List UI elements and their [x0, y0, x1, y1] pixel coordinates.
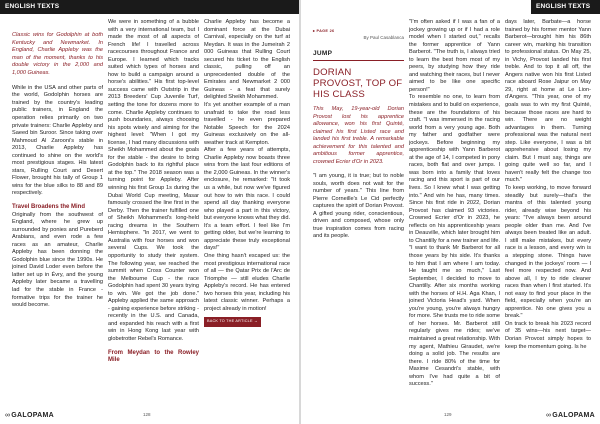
text-column-1	[12, 32, 103, 390]
paragraph: To resemble no one, to learn from mistakes and to build on experience, these are the foundations of his craft. "I was immersed in the racing world from a very young age. Both my father and godfather were jockeys. Before beginning my apprenticeship with Yann Barberot at the age of 14, I competed in pony races, both flat and over jumps. I was born into a family that loves racing and this sport is part of our lives. So I knew what I was getting into." And win he has, many times. Since his first ride in 2022, Dorian Provost has claimed 93 victories. Crowned Ecrier d'Or in 2023, he reflects on his apprenticeship years in Deauville, which later brought him to Chantilly for a new trainer and life. "I want to thank Mr Barberot for all those years by his side. It's thanks to him that I am where I am today. He taught me so much," Last September, I decided to move to Chantilly. After six months working with the horses of H.H. Aga Khan, I joined Victoria Head's yard. When you're young, you're always hungry for more. She trusts me to ride some of her horses. Mr. Barberot still regularly gives me rides; we've maintained a great relationship. With my agent, Mathieu Giraudet, we're doing a solid job. The results are there. I ride 80% of the time for Maxime Cesandri's stable, with whom I've had quite a bit of success."	[409, 94, 500, 388]
paragraph: We were in something of a bubble with a very international team, but I made the most of all aspects of French life! I travelled across racecourses throughout France and Europe. I learned which tracks suited which types of horses and how to build a campaign around a horse's abilities." His first top-level success came with Outstrip in the 2013 Breeders' Cup Juvenile Turf, setting the tone for dozens more to come. Charlie Appleby continues to push boundaries, always choosing his spots wisely and aiming for the highest level: "When I got my license, I had many discussions with Sheikh Mohammed about the goals for the stable - the desire to bring Godolphin back to its rightful place at the top." The 2018 season was a turning point for Appleby. After winning his first Group 1s during the Dubai World Cup meeting, Masar famously crossed the line first in the Derby. Then the trainer fulfilled one of Sheikh Mohammed's long-held racing dreams in the Southern Hemisphere. "In 2017, we went to Australia with four horses and won several Cups. We took the opportunity to study their system. The following year, we reached the summit when Cross Counter won the Melbourne Cup - the race Godolphin had spent 30 years trying to win. We got the job done." Appleby applied the same approach - gaining experience before striking - recently in the U.S. and Canada, and expanded his reach with a first win in Hong Kong last year with globetrotter Rebel's Romance.	[108, 19, 199, 342]
jump-label: JUMP	[313, 50, 333, 57]
magazine-logo: ∞GALOPAMA	[545, 412, 595, 419]
subheading: Travel Broadens the Mind	[12, 203, 86, 210]
right-page	[301, 0, 600, 424]
magazine-logo: ∞GALOPAMA	[5, 412, 55, 419]
divider	[313, 60, 404, 61]
article-title: DORIAN PROVOST, TOP OF HIS CLASS	[313, 67, 403, 100]
page-reference: ▸ PAGE 26	[313, 29, 335, 33]
page-number: 128	[143, 412, 151, 417]
text-column-2	[108, 19, 199, 390]
paragraph: One thing hasn't escaped us: the most prestigious international race of all — the Qatar Prix de l'Arc de Triomphe — still eludes Charlie Appleby's record. He has entered two horses this year, including his latest classic winner. Perhaps a project already in motion!	[204, 252, 290, 312]
page-number: 129	[444, 412, 452, 417]
section-header: ENGLISH TEXTS	[0, 0, 299, 14]
logo-mark-icon: ∞	[545, 412, 552, 419]
text-column-3	[204, 19, 290, 390]
paragraph: It's yet another example of a man unafraid to take the road less travelled - he even prepared Notable Speech for the 2024 Guineas exclusively on the all-weather track at Kempton.	[204, 102, 290, 146]
byline: By Paul Casablanca	[363, 35, 404, 40]
paragraph: After a few years of attempts, Charlie Appleby now boasts three wins from the last four editions of the 2,000 Guineas. In the winner's enclosure, he remarked: "It took us a while, but now we've figured out how to win this race. I could spend all day thanking everyone who played a part in this victory, but everyone knows what they did. It's a team effort. I feel like I'm getting older, but we're learning to appreciate these truly exceptional days!"	[204, 147, 290, 252]
jump-intro-column	[313, 28, 404, 241]
subheading: From Meydan to the Rowley Mile	[108, 349, 199, 364]
paragraph: On track to break his 2023 record of 35 wins—his next target—Dorian Provost simply hopes to keep the momentum going. Is he	[505, 320, 591, 350]
paragraph: To keep working, to move forward steadily but surely—that's the mantra of this talented young rider, already wise beyond his years: "I've always been around people older than me. And I've always been treated like an adult. I still make mistakes, but every race is a lesson, and every win is a stepping stone. Things have changed in the jockeys' room — I feel more respected now. And above all, I try to ride cleaner races than when I first started. It's not easy to find your place in the field, especially when you're an apprentice. No one gives you a break."	[505, 185, 591, 320]
article-intro: This May, 19-year-old Dorian Provost lost his apprentice allowance, won his first Quinté, claimed his first Listed race and landed his first treble. A remarkable achievement for this talented and ambitious former apprentice, crowned Ecrier d'Or in 2023.	[313, 106, 404, 165]
section-header: ENGLISH TEXTS	[531, 0, 600, 14]
article-intro: Classic wins for Godolphin at both Kentucky and Newmarket. In England, Charlie Appleby was the man of the moment, thanks to his double victory in the 2,000 and 1,000 Guineas.	[12, 32, 103, 76]
left-page	[0, 0, 299, 424]
paragraph: "I am young, it is true; but to noble souls, worth does not wait for the number of years." This line from Pierre Corneille's Le Cid perfectly captures the spirit of Dorian Provost. A gifted young rider, conscientious, driven and composed, whose only true inspiration comes from racing and its people.	[313, 173, 404, 240]
back-to-article-button[interactable]: BACK TO THE ARTICLE →	[204, 317, 261, 327]
text-column-3	[505, 19, 591, 390]
paragraph: While in the USA and other parts of the world, Godolphin horses are trained by the country's leading public trainers, in England the operation relies primarily on two private trainers: Charlie Appleby and Saeed bin Suroor. Since taking over Mahmoud Al Zarooni's stable in 2013, Charlie Appleby has continued to shine on the world's most prestigious stages. His latest stars, Rulling Court and Desert Flower, brought his tally of Group 1 wins for the blue silks to 88 and 89 respectively.	[12, 84, 103, 197]
paragraph: Charlie Appleby has become a dominant force at the Dubai Carnival, especially on the turf at Meydan. It was in the Jumeirah 2 000 Guineas that Rulling Court secured his ticket to the English classic, pulling off an unprecedented double of the Emirates and Newmarket 2 000 Guineas - a feat that surely delighted Sheikh Mohammed.	[204, 19, 290, 101]
paragraph: days later, Barbate—a horse trained by his former mentor Yann Barberot—brought him his 86th career win, marking his transition to professional status. On May 25, in Vichy, Provost landed his first treble. And to top it all off, the Angers native won his first Listed race aboard Rose Jaipur on May 29, right at home at Le Lion-d'Angers. "This year, one of my goals was to win my first Quinté, because those races are hard to win. There are no weight advantages in them. Turning professional was the natural next step. Like everyone, I was a bit apprehensive about losing my claim. But I must say, things are going quite well so far, and I haven't really felt the change too much."	[505, 19, 591, 184]
paragraph: Originally from the southwest of England, where he grew up surrounded by ponies and Pureberd Arabians, and even rode a few races as an amateur, Charlie Appleby has been donning the Godolphin blue since the 1990s. He joined David Loder even before the latter set up in Évry, and the young Appleby later became a travelling lad for the stable in France - formative trips for the trainer he would become.	[12, 211, 103, 309]
text-column-2	[409, 19, 500, 390]
logo-mark-icon: ∞	[5, 412, 11, 419]
paragraph: "I'm often asked if I was a fan of a jockey growing up or if I had a role model when I started out," recalls the former apprentice of Yann Barberot. "The truth is, I always tried to learn the best from most of my peers, by studying how they ride and watching their races, but I never aimed to be like one specific person!"	[409, 19, 500, 93]
